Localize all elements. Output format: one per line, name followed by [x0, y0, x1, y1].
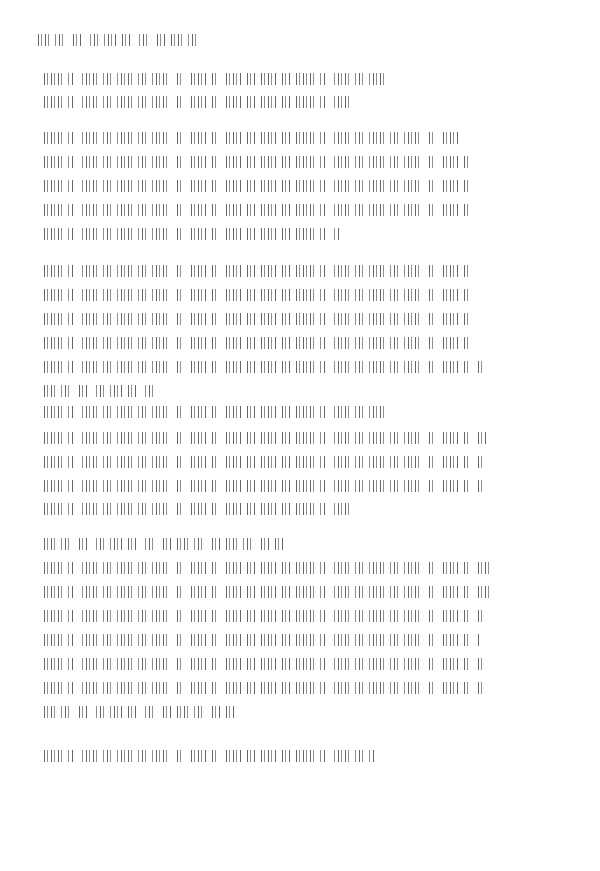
paragraph-2-line-4 [44, 204, 469, 216]
paragraph-5-line-8 [44, 706, 234, 718]
paragraph-1-line-1 [44, 73, 384, 85]
paragraph-5-line-3 [44, 586, 489, 598]
paragraph-2-line-1 [44, 132, 464, 144]
paragraph-3-line-2 [44, 289, 472, 301]
paragraph-4-line-1 [44, 406, 384, 418]
paragraph-5-line-4 [44, 610, 484, 622]
paragraph-3-line-1 [44, 265, 474, 277]
paragraph-4-line-4 [44, 480, 484, 492]
paragraph-4-line-5 [44, 503, 354, 515]
paragraph-1-line-2 [44, 96, 354, 108]
paragraph-5-line-6 [44, 658, 484, 670]
heading-line [38, 34, 198, 46]
paragraph-3-line-6 [44, 385, 159, 397]
paragraph-2-line-2 [44, 156, 474, 168]
paragraph-2-line-5 [44, 228, 339, 240]
paragraph-3-line-5 [44, 361, 484, 373]
closing-line [44, 750, 374, 762]
paragraph-5-line-2 [44, 562, 489, 574]
paragraph-5-line-1 [44, 538, 284, 550]
paragraph-5-line-7 [44, 682, 484, 694]
paragraph-3-line-4 [44, 337, 476, 349]
paragraph-2-line-3 [44, 180, 472, 192]
paragraph-5-line-5 [44, 634, 479, 646]
paragraph-4-line-3 [44, 456, 484, 468]
paragraph-3-line-3 [44, 313, 474, 325]
paragraph-4-line-2 [44, 432, 486, 444]
